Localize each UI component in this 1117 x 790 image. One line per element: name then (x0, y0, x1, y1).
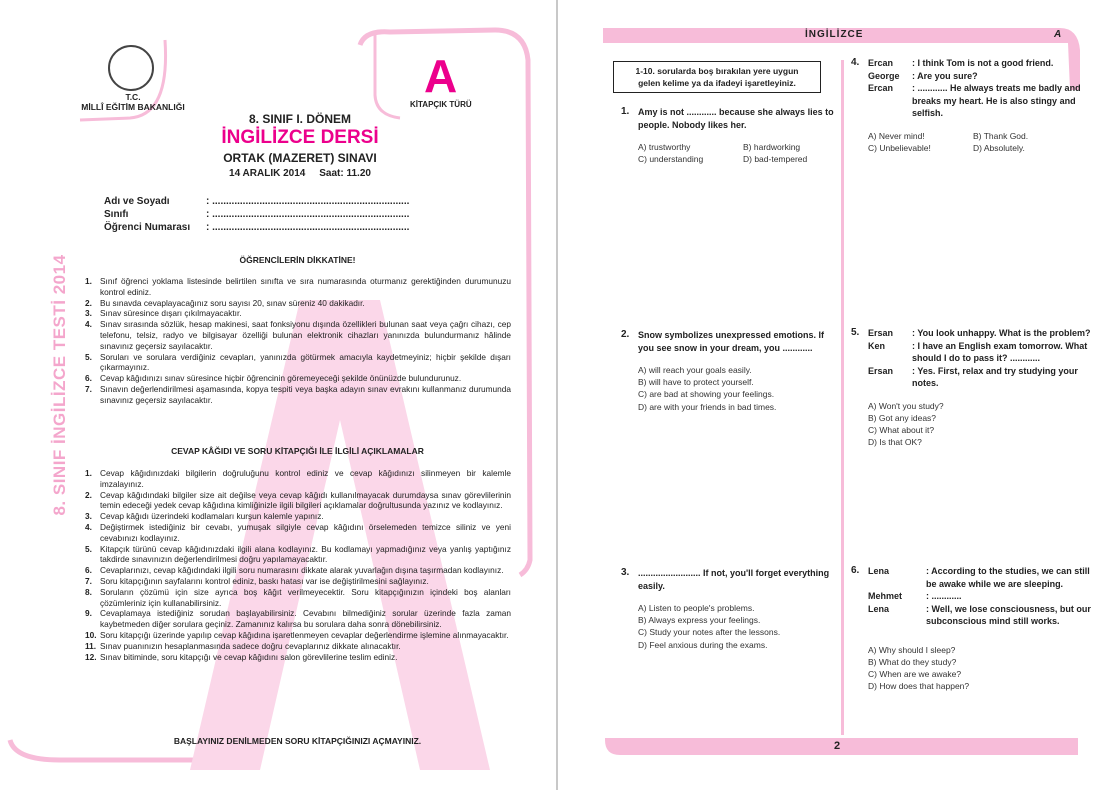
answer-option-c[interactable]: C) Study your notes after the lessons. (638, 627, 781, 638)
speaker: Ersan (868, 328, 894, 338)
subject-title-wrap (180, 127, 420, 149)
page-header-booklet: A (1054, 29, 1062, 40)
dialog-line (868, 603, 1098, 628)
rule-number: 10. (85, 629, 97, 640)
dialog-text: : You look unhappy. What is the problem? (912, 328, 1091, 338)
rule-number: 12. (85, 651, 97, 662)
field-label: Sınıfı (104, 209, 129, 220)
speaker: George (868, 70, 900, 81)
booklet-type-label: KİTAPÇIK TÜRÜ (410, 100, 472, 109)
rule-item (85, 630, 511, 641)
rule-text: Bu sınavda cevaplayacağınız soru sayısı 20, sınav süreniz 40 dakikadır. (100, 297, 365, 308)
ministry-logo (108, 45, 154, 91)
dialog-text: : Well, we lose consciousness, but our subconscious mind still works. (926, 603, 1091, 626)
answer-option-b[interactable]: B) will have to protect yourself. (638, 377, 754, 388)
rule-number: 3. (85, 511, 92, 522)
rule-item (85, 319, 511, 351)
answer-option-b[interactable]: B) Got any ideas? (868, 412, 937, 423)
side-title: 8. SINIF İNGİLİZCE TESTİ 2014 (50, 254, 69, 516)
dialog-text: : According to the studies, we can still be awake while we are sleeping. (926, 566, 1090, 589)
question-4 (851, 57, 1098, 154)
rule-item (85, 565, 511, 576)
rule-item (85, 576, 511, 587)
rule-number: 2. (85, 489, 92, 500)
right-page (560, 0, 1117, 790)
answer-options (868, 644, 1098, 693)
question-1 (621, 106, 838, 165)
question-3 (621, 567, 838, 651)
rule-number: 5. (85, 543, 92, 554)
answer-option-d[interactable]: D) are with your friends in bad times. (638, 401, 777, 412)
exam-date: 14 ARALIK 2014 (229, 168, 306, 179)
rule-text: Sınıf öğrenci yoklama listesinde belirtilen sınıfta ve sıra numarasında oturmanız gerektiğinden durumunuzu kontrol ediniz. (100, 276, 511, 297)
dialog-line (868, 82, 1098, 120)
rule-number: 5. (85, 351, 92, 362)
answer-option-a[interactable]: A) Never mind! (868, 130, 925, 141)
rule-item (85, 490, 511, 512)
rule-item (85, 298, 511, 309)
subject-title: İNGİLİZCE DERSİ (221, 127, 379, 148)
booklet-letter: A (424, 50, 458, 102)
dialog-text: : Are you sure? (912, 70, 978, 81)
answer-option-a[interactable]: A) Won't you study? (868, 400, 944, 411)
field-label: Adı ve Soyadı (104, 196, 170, 207)
question-number: 2. (621, 329, 630, 340)
rule-text: Cevap kâğıdındaki bilgiler size ait değilse veya cevap kâğıdı kullanılmayacak durumdaysa sınav görevlilerinin temin edeceği yedek cevap kâğıdına kimliğinizle ilgili bilgileri açıklamalar doğrultusunda yazınız ve kodlayınız. (100, 489, 511, 511)
answer-option-b[interactable]: B) hardworking (743, 142, 801, 152)
rule-text: Soru kitapçığı üzerinde yapılıp cevap kâğıdına işaretlenmeyen cevaplar değerlendirme işlemine alınmayacaktır. (100, 629, 509, 640)
rule-number: 6. (85, 565, 92, 576)
attention-list (85, 276, 511, 406)
answer-options (868, 130, 1098, 154)
field-value[interactable]: : ....................................................................... (206, 222, 410, 233)
rule-item (85, 384, 511, 406)
answer-option-c[interactable]: C) Unbelievable! (868, 142, 931, 153)
rule-item (85, 641, 511, 652)
field-label: Öğrenci Numarası (104, 222, 191, 233)
answer-option-b[interactable]: B) What do they study? (868, 656, 957, 667)
rule-text: Cevap kâğıdınızdaki bilgilerin doğruluğunu kontrol ediniz ve cevap kâğıdınızı silinmeyen bir kalemle imzalayınız. (100, 468, 511, 489)
rule-number: 11. (85, 640, 97, 651)
question-6 (851, 565, 1098, 692)
rule-item (85, 276, 511, 298)
field-value[interactable]: : ....................................................................... (206, 209, 410, 220)
speaker: Lena (868, 603, 890, 614)
page-divider (556, 0, 558, 790)
question-stem (621, 567, 838, 592)
answer-option-d[interactable]: D) Absolutely. (973, 142, 1025, 153)
exam-time: Saat: 11.20 (319, 168, 371, 179)
rule-text: Sınavın değerlendirilmesi aşamasında, kopya tespiti veya başka adayın sınav evrakını kullanmanız durumunda sınavınız geçersiz sayılacaktır. (100, 383, 511, 405)
question-stem (851, 565, 1098, 628)
answer-options (638, 364, 838, 413)
rule-text: Sınav sırasında sözlük, hesap makinesi, saat fonksiyonu dışında özellikleri bulunan saat veya çağrı cihazı, cep telefonu, telsiz, radyo ve bilgisayar özelliği bulunan elektronik cihazları yanınızda bulundurmanız hâlinde sınavınız geçersiz sayılacaktır. (100, 319, 511, 351)
answer-options (638, 141, 838, 165)
dialog-text: : ............ He always treats me badly and breaks my heart. He is also stingy and selfish. (912, 83, 1081, 118)
answer-option-a[interactable]: A) Listen to people's problems. (638, 603, 755, 613)
dialog-line (868, 327, 1098, 340)
rule-item (85, 468, 511, 490)
dialog-text: : I think Tom is not a good friend. (912, 58, 1054, 68)
question-stem (851, 327, 1098, 390)
speaker: Ercan (868, 83, 894, 93)
question-number: 6. (851, 565, 860, 576)
rule-number: 7. (85, 575, 92, 586)
tc-label: T.C. (125, 92, 141, 102)
answer-option-a[interactable]: A) Why should I sleep? (868, 644, 956, 655)
ministry-label: MİLLÎ EĞİTİM BAKANLIĞI (81, 102, 185, 112)
exam-date-time (180, 168, 420, 179)
rule-text: Sınav puanınızın hesaplanmasında sadece doğru cevaplarınız dikkate alınacaktır. (100, 640, 401, 651)
page-header-subject: İNGİLİZCE (805, 29, 864, 40)
field-class[interactable] (104, 209, 424, 221)
answer-option-d[interactable]: D) How does that happen? (868, 681, 970, 692)
question-stem (621, 106, 838, 131)
question-text: Amy is not ............ because she always lies to people. Nobody likes her. (638, 107, 834, 130)
rule-number: 7. (85, 383, 92, 394)
rule-text: Sınav bitiminde, soru kitapçığı ve cevap kâğıdını salon görevlilerine teslim ediniz. (100, 651, 398, 662)
page-number: 2 (834, 740, 841, 752)
answer-option-d[interactable]: D) Feel anxious during the exams. (638, 639, 768, 650)
left-page (0, 0, 556, 790)
dialog-line (868, 340, 1098, 365)
rule-text: Soru kitapçığının sayfalarını kontrol ediniz, baskı hatası var ise değiştirilmesini sağlayınız. (100, 575, 429, 586)
rule-item (85, 308, 511, 319)
instruction-box: 1-10. sorularda boş bırakılan yere uygun gelen kelime ya da ifadeyi işaretleyiniz. (613, 61, 821, 93)
dialog-line (868, 565, 1098, 590)
question-number: 3. (621, 567, 630, 578)
speaker: Lena (868, 566, 890, 576)
rule-text: Cevap kâğıdı üzerindeki kodlamaları kurşun kalemle yapınız. (100, 511, 324, 522)
question-stem (851, 57, 1098, 120)
question-2 (621, 329, 838, 413)
ministry-name (66, 92, 200, 112)
rule-item (85, 544, 511, 566)
answer-option-d[interactable]: D) bad-tempered (743, 154, 808, 165)
rule-text: Cevap kâğıdınızı sınav süresince hiçbir öğrencinin göremeyeceği şekilde önünüzde bulundurunuz. (100, 373, 462, 384)
rule-item (85, 587, 511, 609)
exam-title (180, 151, 420, 165)
footer-warning: BAŞLAYINIZ DENİLMEDEN SORU KİTAPÇIĞINIZI AÇMAYINIZ. (173, 736, 422, 746)
answer-option-c[interactable]: C) What about it? (868, 424, 935, 435)
rule-item (85, 522, 511, 544)
rule-number: 6. (85, 373, 92, 384)
rule-number: 4. (85, 521, 92, 532)
question-number: 5. (851, 327, 860, 338)
rule-text: Cevaplamaya istediğiniz sorudan başlayabilirsiniz. Cevabını bilmediğiniz sorular üzerinde fazla zaman kaybetmeden diğer sorulara geçiniz. Zamanınız kalırsa bu sorulara daha sonra dönebilirsiniz. (100, 608, 511, 630)
speaker: Ken (868, 340, 886, 351)
rule-number: 4. (85, 319, 92, 330)
instructions-list (85, 468, 511, 662)
dialog-line (868, 70, 1098, 83)
question-number: 1. (621, 106, 630, 117)
rule-text: Cevaplarınızı, cevap kâğıdındaki ilgili soru numarasını dikkate alarak yuvarlağın dışına taşırmadan kodlayınız. (100, 565, 504, 576)
rule-number: 8. (85, 586, 92, 597)
exam-name: ORTAK (MAZERET) SINAVI (223, 151, 377, 165)
rule-number: 1. (85, 276, 92, 286)
rule-item (85, 608, 511, 630)
dialog-line (868, 57, 1098, 70)
dialog-line (868, 590, 1098, 603)
attention-title: ÖĞRENCİLERİN DİKKATİNE! (239, 255, 356, 265)
answer-option-c[interactable]: C) are bad at showing your feelings. (638, 389, 775, 400)
field-name[interactable] (104, 196, 424, 208)
answer-option-d[interactable]: D) Is that OK? (868, 437, 922, 448)
rule-item (85, 652, 511, 663)
answer-option-b[interactable]: B) Thank God. (973, 130, 1029, 141)
rule-item (85, 352, 511, 374)
question-stem (621, 329, 838, 354)
rule-text: Soruların çözümü için size ayrıca boş kâğıt verilmeyecektir. Soru kitapçığınızın içindeki boş alanları çözümleriniz için kullanabilirsiniz. (100, 586, 511, 608)
rule-text: Soruları ve sorulara verdiğiniz cevapları, yanınızda götürmek amacıyla kaydetmeyiniz; hiçbir şekilde dışarı çıkarmayınız. (100, 351, 511, 373)
dialog-line (868, 365, 1098, 390)
question-number: 4. (851, 57, 860, 68)
rule-text: Değiştirmek istediğiniz bir cevabı, yumuşak silgiyle cevap kâğıdını örselemeden temizce siliniz ve yeni cevabınızı kodlayınız. (100, 521, 511, 543)
rule-number: 3. (85, 308, 92, 319)
speaker: Mehmet (868, 591, 903, 601)
dialog-text: : ............ (926, 591, 962, 601)
answer-option-c[interactable]: C) When are we awake? (868, 668, 962, 679)
answer-option-b[interactable]: B) Always express your feelings. (638, 615, 761, 626)
field-student-number[interactable] (104, 222, 424, 234)
rule-item (85, 373, 511, 384)
question-text: ......................... If not, you'll forget everything easily. (638, 568, 830, 591)
question-text: Snow symbolizes unexpressed emotions. If you see snow in your dream, you ............ (638, 330, 825, 353)
rule-number: 9. (85, 608, 92, 619)
dialog-text: : I have an English exam tomorrow. What should I do to pass it? ............ (912, 340, 1088, 363)
answer-options (868, 400, 1098, 449)
grade-title: 8. SINIF I. DÖNEM (248, 112, 351, 126)
answer-option-a[interactable]: A) trustworthy (638, 142, 691, 152)
rule-text: Sınav süresince dışarı çıkılmayacaktır. (100, 308, 242, 319)
rule-number: 2. (85, 297, 92, 308)
answer-option-c[interactable]: C) understanding (638, 154, 704, 165)
instructions-title: CEVAP KÂĞIDI VE SORU KİTAPÇIĞI İLE İLGİLİ AÇIKLAMALAR (171, 446, 424, 456)
dialog-text: : Yes. First, relax and try studying your notes. (912, 365, 1078, 388)
speaker: Ercan (868, 58, 894, 68)
field-value[interactable]: : ....................................................................... (206, 196, 410, 207)
rule-text: Kitapçık türünü cevap kâğıdınızdaki ilgili alana kodlayınız. Bu kodlamayı yapmadığınız veya yanlış yaptığınız takdirde sınavınızın değerlendirilmesi doğru yapılamayacaktır. (100, 543, 511, 565)
answer-option-a[interactable]: A) will reach your goals easily. (638, 365, 752, 375)
speaker: Ersan (868, 365, 894, 376)
rule-number: 1. (85, 468, 92, 478)
question-5 (851, 327, 1098, 448)
rule-item (85, 511, 511, 522)
answer-options (638, 602, 838, 651)
